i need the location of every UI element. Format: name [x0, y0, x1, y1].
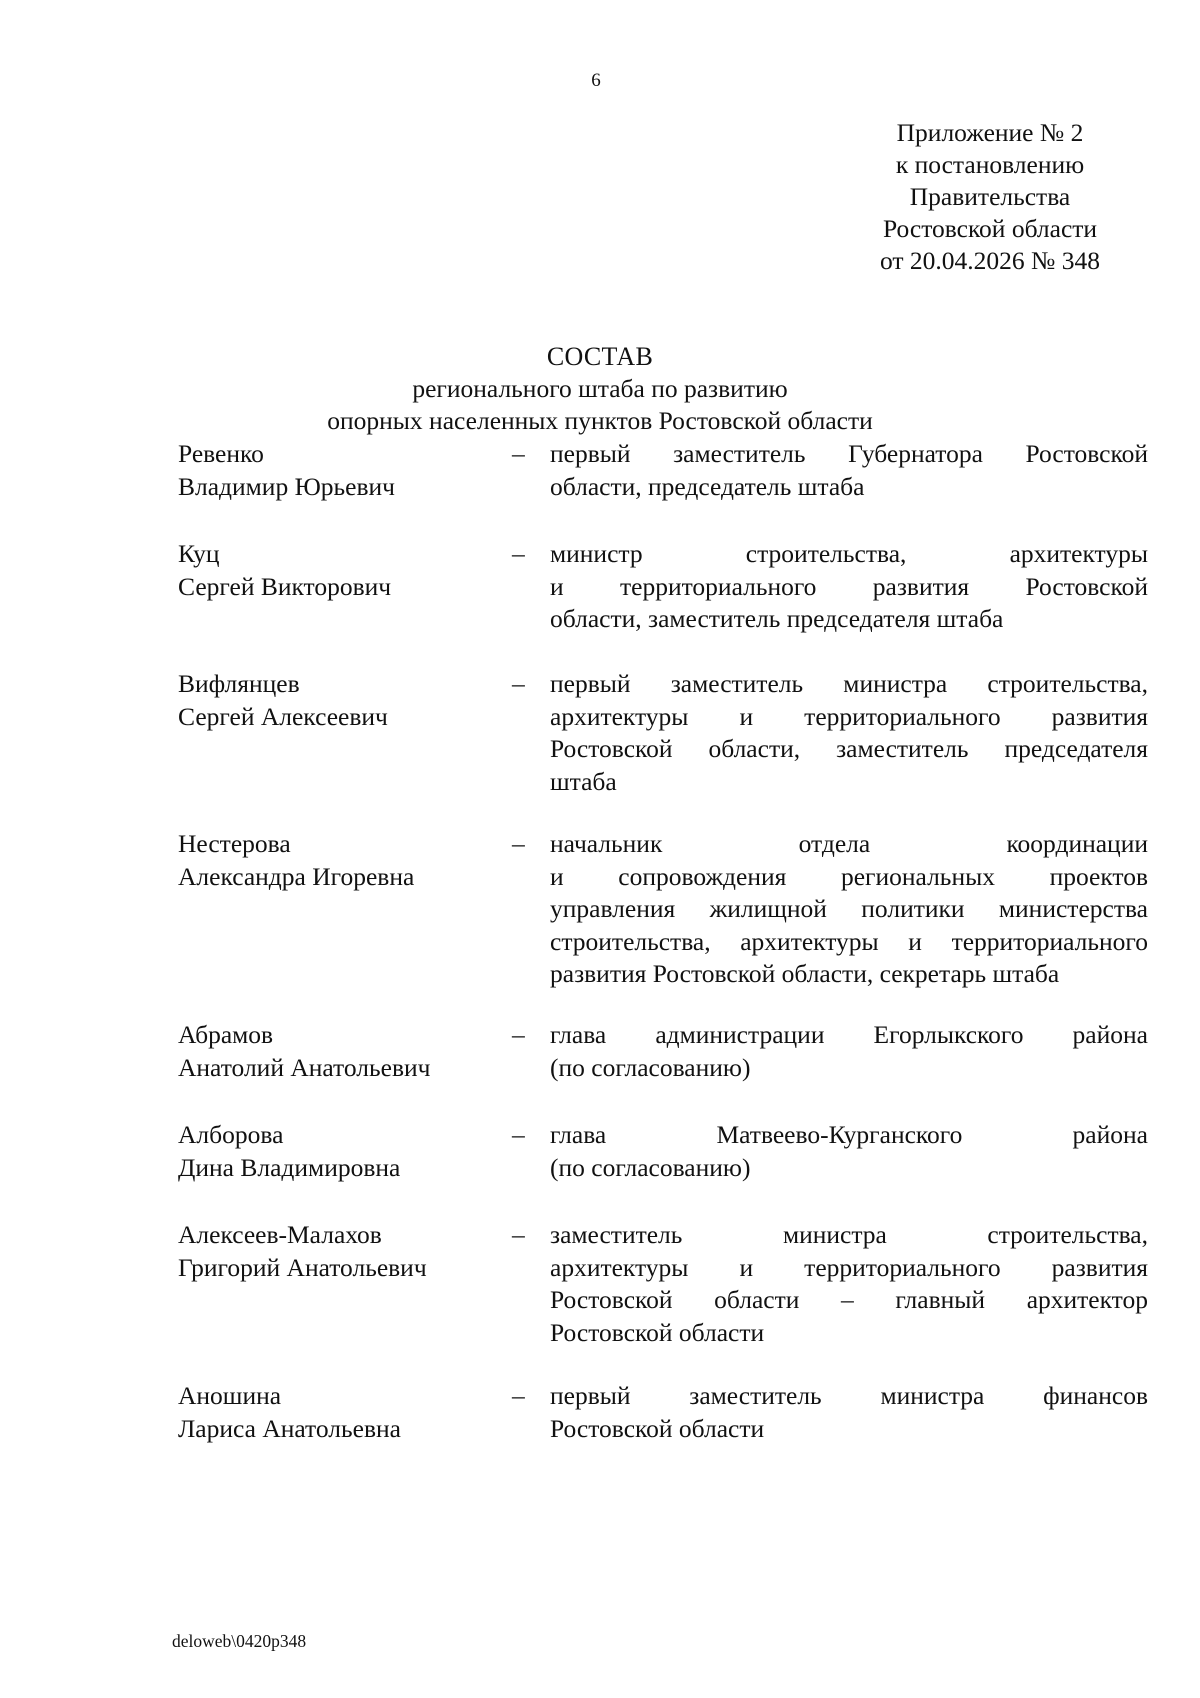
member-role-line: области, заместитель председателя штаба — [550, 604, 1004, 634]
member-name — [178, 438, 508, 503]
member-role-line: архитектуры и территориального развития — [550, 1252, 1148, 1282]
member-role-line: первый заместитель Губернатора Ростовской — [550, 439, 1148, 468]
member-surname: Нестерова — [178, 829, 291, 858]
member-name — [178, 828, 508, 893]
member-dash: – — [512, 1020, 525, 1049]
member-role — [550, 538, 1148, 636]
member-role-line: глава Матвеево-Курганского района — [550, 1120, 1148, 1149]
member-role-line: глава администрации Егорлыкского района — [550, 1020, 1148, 1049]
member-role-line: области, председатель штаба — [550, 471, 865, 501]
member-dash: – — [512, 669, 525, 698]
member-role-line: развития Ростовской области, секретарь штаба — [550, 959, 1060, 989]
member-role-line: начальник отдела координации — [550, 829, 1148, 858]
member-name — [178, 1380, 508, 1445]
member-dash: – — [512, 1381, 525, 1410]
member-dash: – — [512, 1120, 525, 1149]
member-given-names: Лариса Анатольевна — [178, 1413, 401, 1443]
member-given-names: Григорий Анатольевич — [178, 1252, 427, 1282]
heading-subtitle: опорных населенных пунктов Ростовской области — [327, 406, 873, 435]
member-given-names: Анатолий Анатольевич — [178, 1052, 431, 1082]
member-dash: – — [512, 1220, 525, 1249]
member-role — [550, 668, 1148, 798]
member-role-line: и сопровождения региональных проектов — [550, 861, 1148, 891]
member-role-line: (по согласованию) — [550, 1152, 751, 1182]
member-surname: Ревенко — [178, 439, 264, 468]
appendix-line: от 20.04.2026 № 348 — [879, 246, 1100, 275]
member-role-line: заместитель министра строительства, — [550, 1220, 1148, 1249]
member-given-names: Александра Игоревна — [178, 861, 415, 891]
member-given-names: Дина Владимировна — [178, 1152, 401, 1182]
footer-reference: deloweb\0420p348 — [172, 1631, 307, 1651]
member-role-line: архитектуры и территориального развития — [550, 701, 1148, 731]
member-role-line: и территориального развития Ростовской — [550, 571, 1148, 601]
member-role-line: министр строительства, архитектуры — [550, 539, 1148, 568]
member-dash: – — [512, 539, 525, 568]
member-dash: – — [512, 439, 525, 468]
heading-subtitle: регионального штаба по развитию — [412, 374, 788, 403]
member-dash: – — [512, 829, 525, 858]
member-role-line: управления жилищной политики министерства — [550, 894, 1148, 924]
member-role-line: (по согласованию) — [550, 1052, 751, 1082]
member-name — [178, 1119, 508, 1184]
member-surname: Алексеев-Малахов — [178, 1220, 382, 1249]
heading-title: СОСТАВ — [546, 342, 654, 371]
member-role-line: Ростовской области — [550, 1317, 765, 1347]
member-surname: Вифлянцев — [178, 669, 300, 698]
member-role — [550, 1380, 1148, 1445]
appendix-line: Приложение № 2 — [896, 118, 1084, 147]
member-role — [550, 1019, 1148, 1084]
member-surname: Абрамов — [178, 1020, 274, 1049]
member-surname: Куц — [178, 539, 220, 568]
document-heading — [0, 341, 1200, 437]
member-given-names: Сергей Алексеевич — [178, 701, 388, 731]
appendix-line: Ростовской области — [882, 214, 1098, 243]
member-name — [178, 1019, 508, 1084]
member-name — [178, 538, 508, 603]
member-role-line: первый заместитель министра строительства, — [550, 669, 1148, 698]
member-role-line: строительства, архитектуры и территориального — [550, 926, 1148, 956]
member-role-line: штаба — [550, 766, 617, 796]
appendix-line: Правительства — [909, 182, 1071, 211]
member-role — [550, 438, 1148, 503]
member-surname: Алборова — [178, 1120, 284, 1149]
member-role-line: Ростовской области — [550, 1413, 765, 1443]
member-role-line: первый заместитель министра финансов — [550, 1381, 1148, 1410]
appendix-header — [840, 117, 1140, 277]
member-role-line: Ростовской области – главный архитектор — [550, 1285, 1148, 1315]
member-role — [550, 828, 1148, 991]
member-role — [550, 1119, 1148, 1184]
page-number: 6 — [591, 70, 601, 91]
member-name — [178, 1219, 508, 1284]
member-given-names: Сергей Викторович — [178, 571, 392, 601]
member-role — [550, 1219, 1148, 1349]
member-given-names: Владимир Юрьевич — [178, 471, 395, 501]
member-role-line: Ростовской области, заместитель председателя — [550, 734, 1148, 764]
member-name — [178, 668, 508, 733]
appendix-line: к постановлению — [895, 150, 1085, 179]
member-surname: Аношина — [178, 1381, 282, 1410]
